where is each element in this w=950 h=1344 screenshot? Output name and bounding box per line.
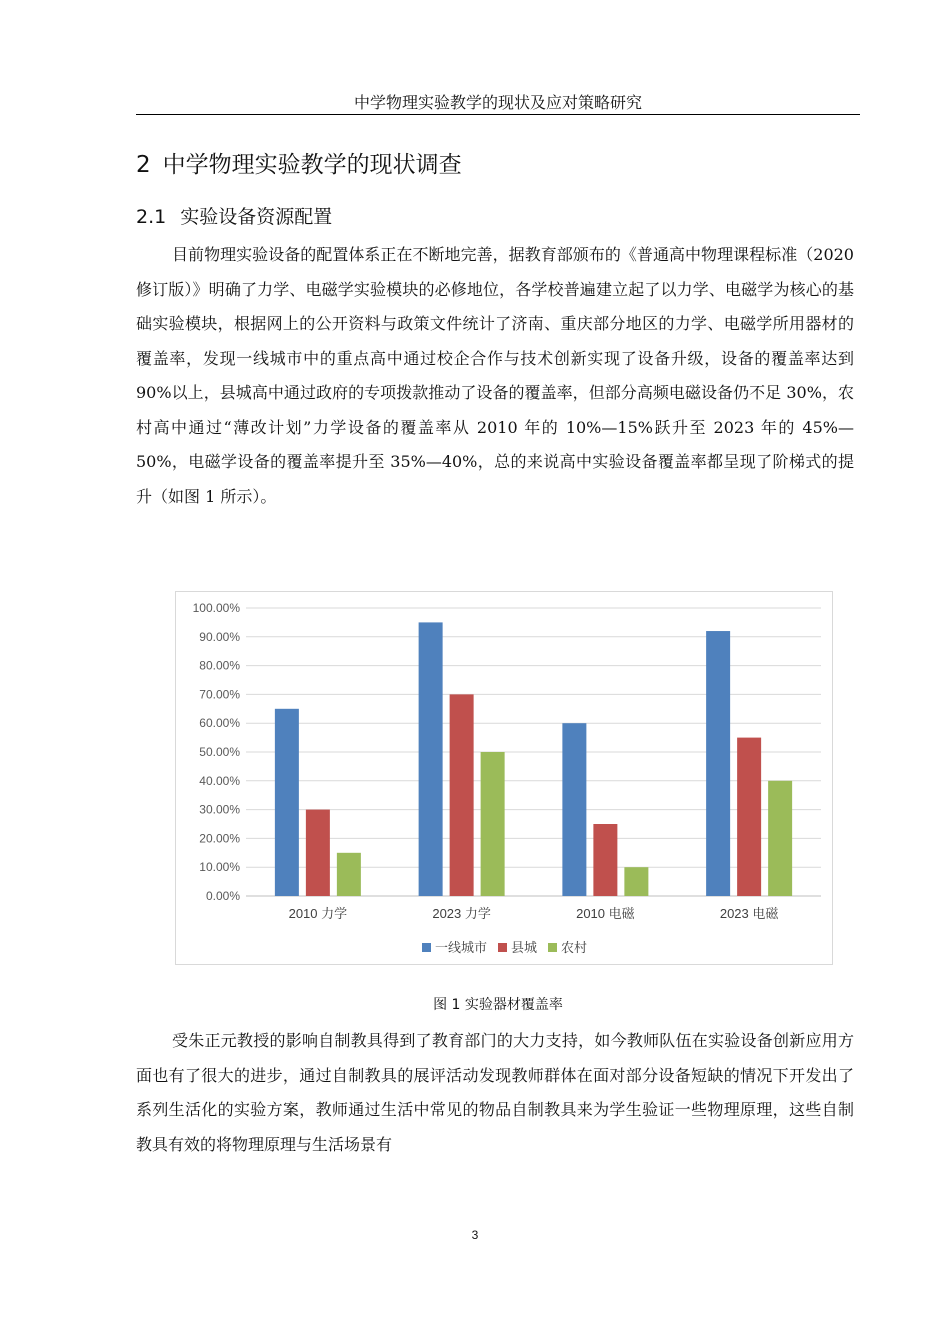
bar-2-1 — [306, 810, 330, 896]
bar-3-4 — [768, 781, 792, 896]
y-tick-label: 50.00% — [199, 745, 240, 759]
y-tick-label: 0.00% — [205, 889, 240, 903]
y-tick-label: 40.00% — [199, 773, 240, 788]
body-paragraph: 目前物理实验设备的配置体系正在不断地完善，据教育部颁布的《普通高中物理课程标准（2020 修订版）》明确了力学、电磁学实验模块的必修地位，各学校普遍建立起了以力学、电磁学为核心的基础实验模块，根据网上的公开资料与政策文件统计了济南、重庆部分地区的力学、电磁学所用器材的覆盖率，发现一线城市中的重点高中通过校企合作与技术创新实现了设备升级，设备的覆盖率达到 90%以上，县城高中通过政府的专项拨款推动了设备的覆盖率，但部分高频电磁设备仍不足 30%，农村高中通过“薄改计划”力学设备的覆盖率从 2010 年的 10%—15%跃升至 2023 年的 45%—50%，电磁学设备的覆盖率提升至 35%—40%，总的来说高中实验设备覆盖率都呈现了阶梯式的提升（如图 1 所示）。 — [136, 245, 854, 506]
page-number: 3 — [471, 1228, 479, 1242]
running-header: 中学物理实验教学的现状及应对策略研究 — [353, 93, 642, 112]
subsection-number: 2.1 — [136, 206, 167, 228]
legend-swatch — [422, 943, 431, 952]
subsection-heading — [136, 202, 332, 232]
y-tick-label: 60.00% — [199, 716, 240, 731]
section-number: 2 — [136, 152, 151, 178]
bar-2-3 — [593, 824, 617, 896]
bar-1-4 — [706, 631, 730, 896]
figure-chart — [175, 591, 833, 965]
x-tick-label: 2023 力学 — [432, 906, 491, 921]
x-tick-label: 2023 电磁 — [719, 906, 779, 921]
header-rule — [136, 114, 860, 115]
y-tick-label: 70.00% — [199, 687, 240, 702]
x-tick-label: 2010 力学 — [288, 906, 348, 921]
bar-1-1 — [275, 709, 299, 896]
bar-3-2 — [481, 752, 505, 896]
y-tick-label: 90.00% — [199, 629, 240, 644]
legend-label: 一线城市 — [435, 940, 488, 955]
x-tick-label: 2010 电磁 — [576, 906, 635, 921]
legend-label: 县城 — [511, 940, 538, 955]
legend-label: 农村 — [561, 940, 588, 955]
figure-caption: 图 1 实验器材覆盖率 — [433, 997, 563, 1013]
y-tick-label: 100.00% — [192, 601, 240, 615]
bar-3-3 — [624, 867, 648, 896]
bar-3-1 — [337, 853, 361, 896]
y-tick-label: 20.00% — [199, 831, 240, 846]
legend-swatch — [498, 943, 507, 952]
y-tick-label: 10.00% — [199, 860, 240, 875]
body-paragraph: 受朱正元教授的影响自制教具得到了教育部门的大力支持，如今教师队伍在实验设备创新应用方面也有了很大的进步，通过自制教具的展评活动发现教师群体在面对部分设备短缺的情况下开发出了系列生活化的实验方案，教师通过生活中常见的物品自制教具来为学生验证一些物理原理，这些自制教具有效的将物理原理与生活场景有 — [136, 1031, 854, 1154]
section-title: 中学物理实验教学的现状调查 — [162, 152, 462, 178]
bar-1-2 — [419, 622, 443, 896]
y-tick-label: 80.00% — [199, 658, 240, 673]
bar-chart — [176, 592, 834, 966]
subsection-title: 实验设备资源配置 — [180, 206, 333, 228]
legend-swatch — [548, 943, 557, 952]
bar-1-3 — [562, 723, 586, 896]
bar-2-4 — [737, 738, 761, 896]
bar-2-2 — [450, 694, 474, 896]
y-tick-label: 30.00% — [199, 802, 240, 817]
section-heading — [136, 148, 462, 182]
